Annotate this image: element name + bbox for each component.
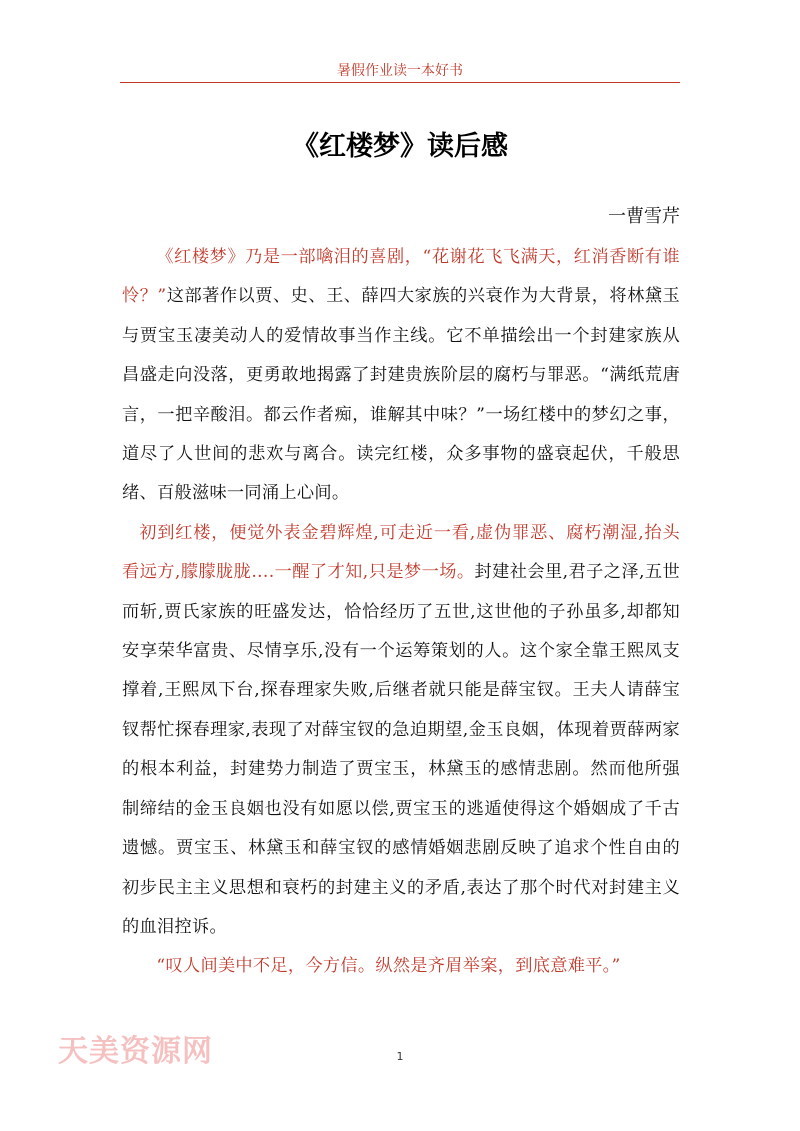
paragraph-2 <box>122 514 680 947</box>
paragraph-1-quote: 《红楼梦》乃是一部噙泪的喜剧，“花谢花飞飞满天，红消香断有谁怜？” <box>122 247 680 307</box>
paragraph-2-highlight: 初到红楼，便觉外表金碧辉煌,可走近一看,虚伪罪恶、腐朽潮湿,抬头看远方,朦朦胧胧….一醒了才知,只是梦一场。 <box>122 522 680 583</box>
paragraph-2-text: 封建社会里,君子之泽,五世而斩,贾氏家族的旺盛发达，恰恰经历了五世,这世他的子孙虽多,却都知安享荣华富贵、尽情享乐,没有一个运筹策划的人。这个家全靠王熙凤支撑着,王熙凤下台,探春理家失败,后继者就只能是薛宝钗。王夫人请薛宝钗帮忙探春理家,表现了对薛宝钗的急迫期望,金玉良姻，体现着贾薛两家的根本利益，封建势力制造了贾宝玉，林黛玉的感情悲剧。然而他所强制缔结的金玉良姻也没有如愿以偿,贾宝玉的逃遁使得这个婚姻成了千古遗憾。贾宝玉、林黛玉和薛宝钗的感情婚姻悲剧反映了追求个性自由的初步民主主义思想和衰朽的封建主义的矛盾,表达了那个时代对封建主义的血泪控诉。 <box>122 562 680 937</box>
paragraph-1 <box>122 238 680 514</box>
document-title: 《红楼梦》读后感 <box>292 131 508 162</box>
document-body <box>122 238 680 987</box>
paragraph-3 <box>122 947 680 986</box>
watermark-logo: 天美资源网 <box>58 1034 213 1069</box>
page-header: 暑假作业读一本好书 <box>337 63 463 79</box>
header-divider <box>120 82 680 83</box>
paragraph-3-quote: “叹人间美中不足，今方信。纵然是齐眉举案，到底意难平。” <box>156 956 621 977</box>
page-number: 1 <box>396 1050 404 1063</box>
author-line: 一曹雪芹 <box>608 206 680 227</box>
paragraph-1-text: 这部著作以贾、史、王、薛四大家族的兴衰作为大背景，将林黛玉与贾宝玉凄美动人的爱情故事当作主线。它不单描绘出一个封建家族从昌盛走向没落，更勇敢地揭露了封建贵族阶层的腐朽与罪恶。“满纸荒唐言，一把辛酸泪。都云作者痴，谁解其中味？”一场红楼中的梦幻之事，道尽了人世间的悲欢与离合。读完红楼，众多事物的盛衰起伏，千般思绪、百般滋味一同涌上心间。 <box>122 286 681 504</box>
